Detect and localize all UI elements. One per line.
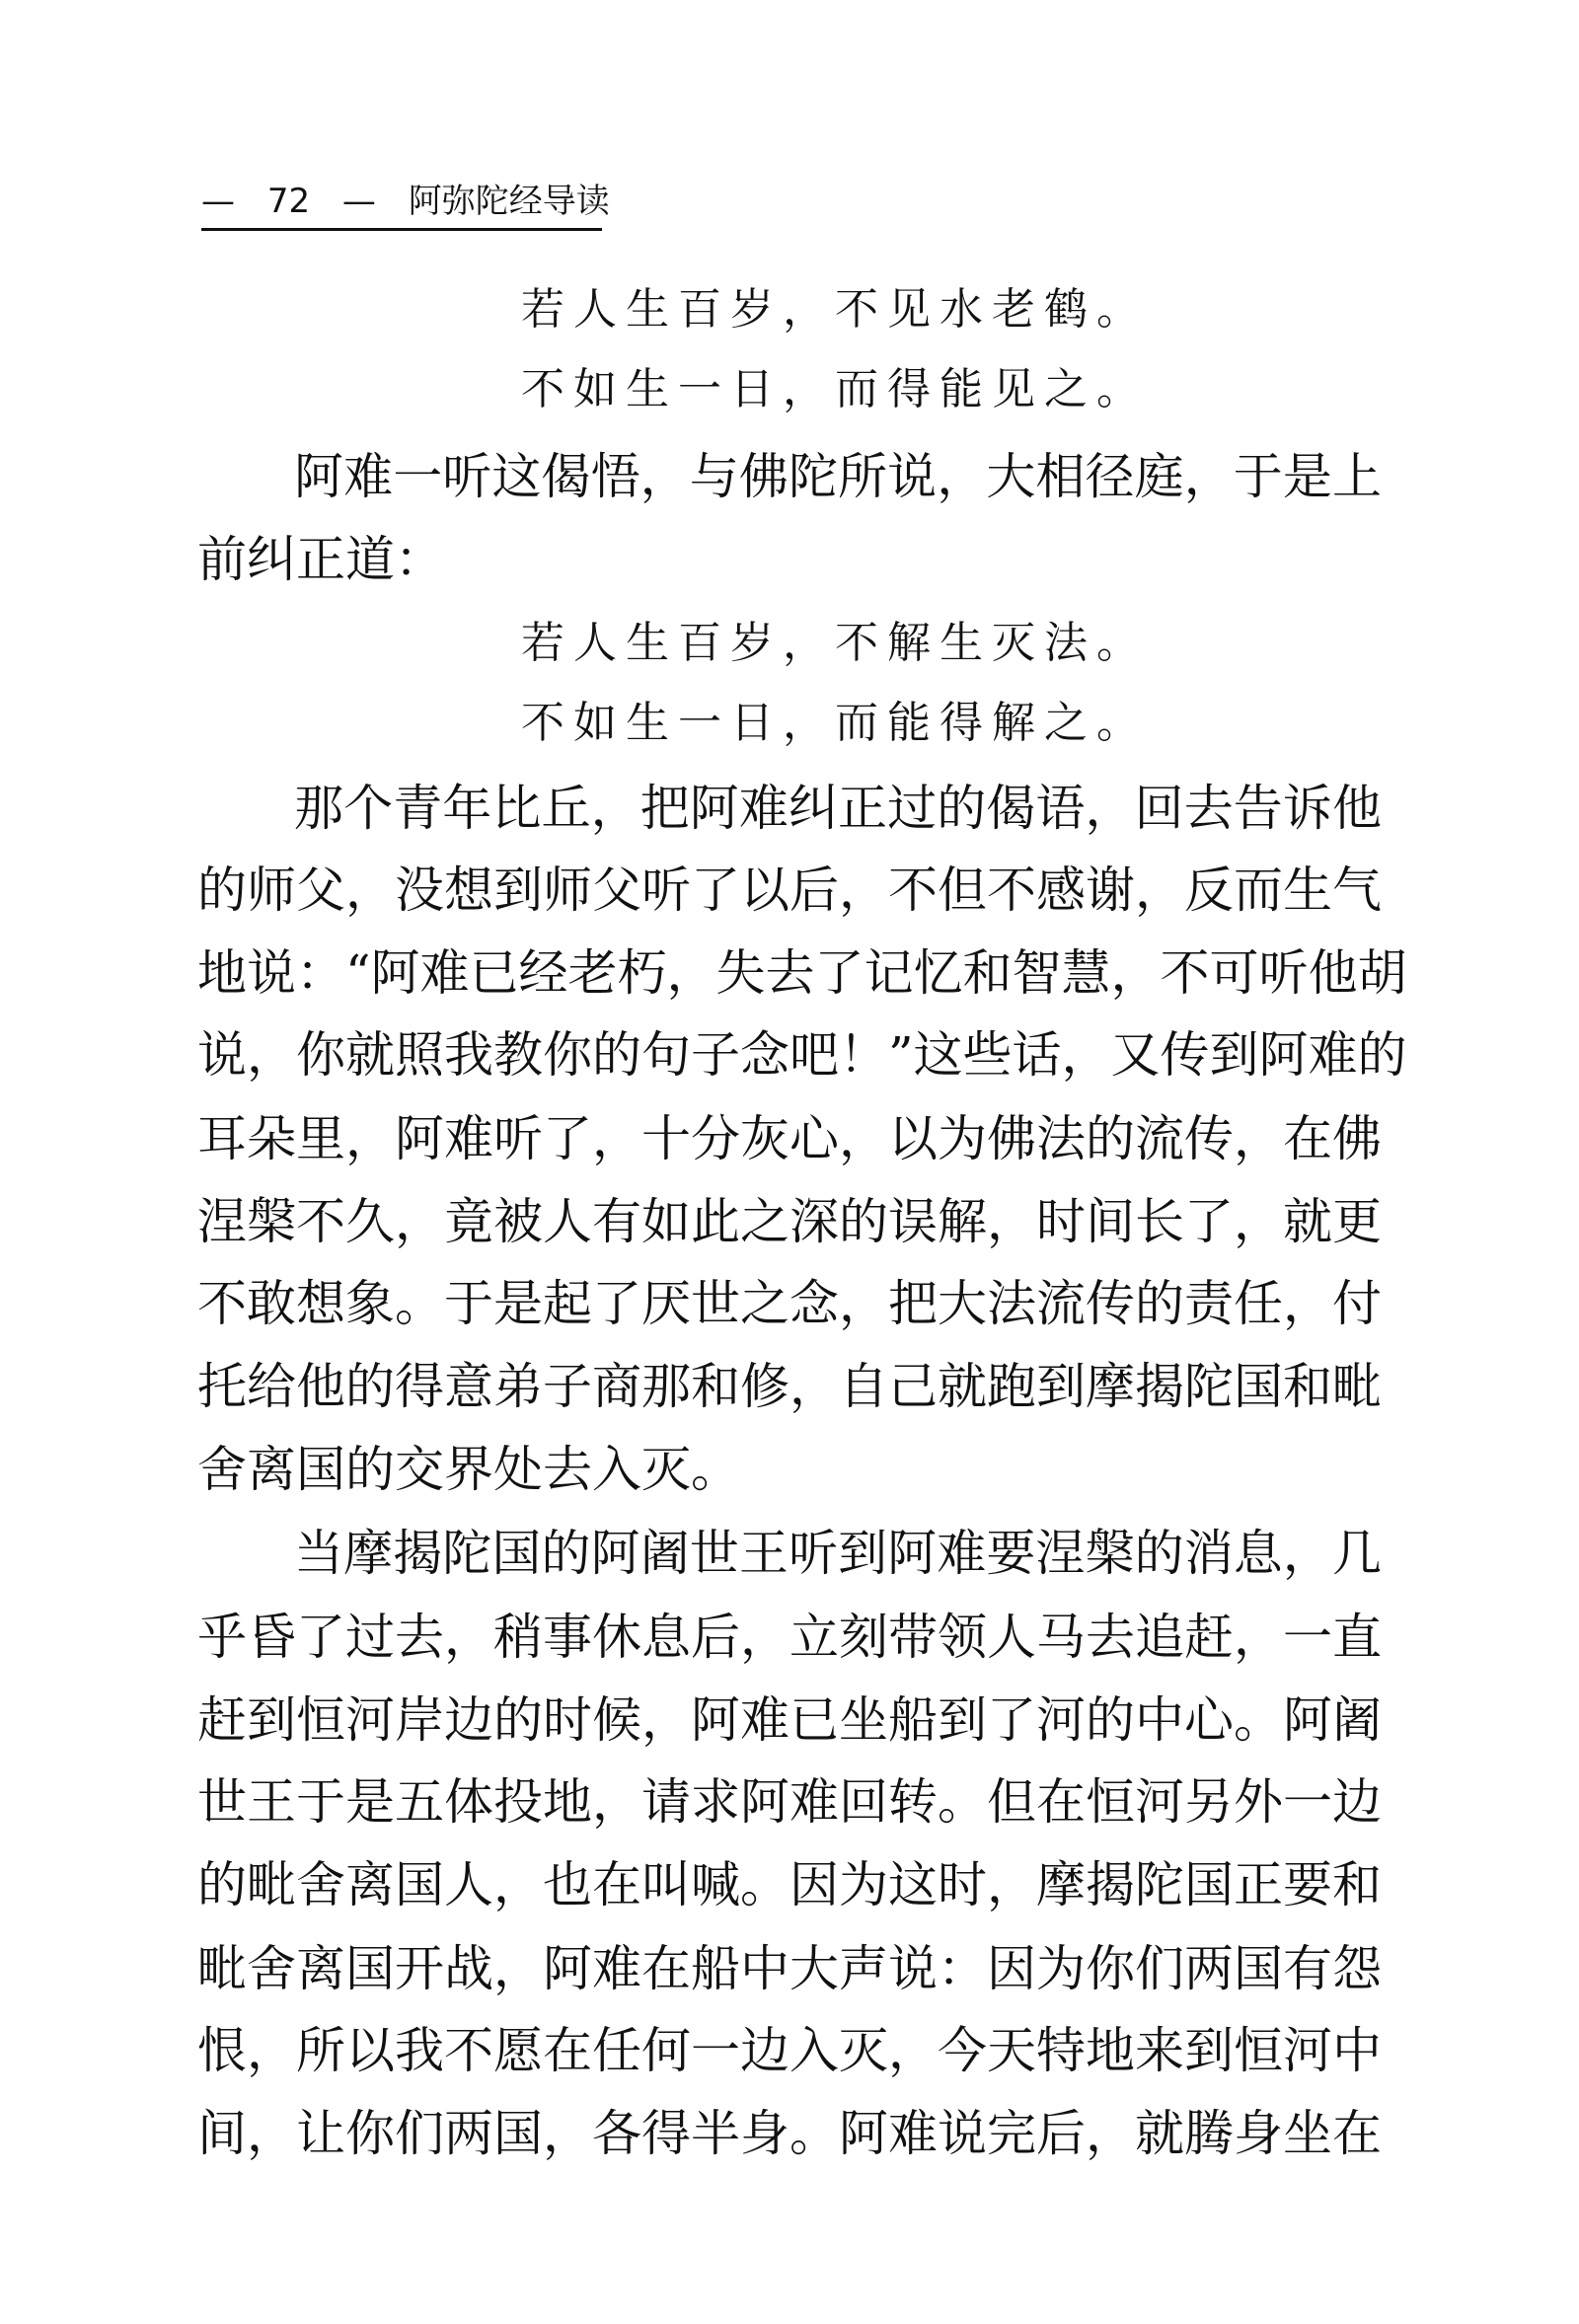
- paragraph-line: 乎昏了过去，稍事休息后，立刻带领人马去追赶，一直: [197, 1609, 1382, 1666]
- paragraph-line: 的师父，没想到师父听了以后，不但不感谢，反而生气: [197, 862, 1382, 919]
- paragraph-line: 世王于是五体投地，请求阿难回转。但在恒河另外一边: [197, 1773, 1382, 1831]
- paragraph-line: 不敢想象。于是起了厌世之念，把大法流传的责任，付: [197, 1275, 1382, 1332]
- paragraph-line: 地说：“阿难已经老朽，失去了记忆和智慧，不可听他胡: [197, 944, 1407, 1002]
- paragraph-line: 前纠正道：: [197, 531, 444, 588]
- paragraph-line: 耳朵里，阿难听了，十分灰心，以为佛法的流传，在佛: [197, 1110, 1382, 1167]
- paragraph-line: 涅槃不久，竟被人有如此之深的误解，时间长了，就更: [197, 1193, 1382, 1250]
- paragraph-line: 的毗舍离国人，也在叫喊。因为这时，摩揭陀国正要和: [197, 1856, 1382, 1913]
- paragraph-line: 那个青年比丘，把阿难纠正过的偈语，回去告诉他: [294, 780, 1382, 837]
- book-title: 阿弥陀经导读: [408, 182, 610, 221]
- verse-line: 不如生一日，而能得解之。: [521, 698, 1149, 748]
- paragraph-line: 阿难一听这偈悟，与佛陀所说，大相径庭，于是上: [294, 448, 1382, 505]
- paragraph-line: 舍离国的交界处去入灭。: [197, 1441, 740, 1498]
- paragraph-line: 间，让你们两国，各得半身。阿难说完后，就腾身坐在: [197, 2105, 1382, 2162]
- verse-line: 不如生一日，而得能见之。: [521, 364, 1149, 414]
- paragraph-line: 赶到恒河岸边的时候，阿难已坐船到了河的中心。阿阇: [197, 1691, 1382, 1749]
- paragraph-line: 恨，所以我不愿在任何一边入灭，今天特地来到恒河中: [197, 2022, 1382, 2079]
- verse-line: 若人生百岁，不解生灭法。: [521, 618, 1149, 668]
- running-header: [201, 174, 610, 231]
- header-dash: —: [201, 182, 235, 221]
- paragraph-line: 说，你就照我教你的句子念吧！”这些话，又传到阿难的: [197, 1026, 1407, 1084]
- paragraph-line: 毗舍离国开战，阿难在船中大声说：因为你们两国有怨: [197, 1940, 1382, 1997]
- page-number: 72: [266, 182, 311, 221]
- paragraph-line: 当摩揭陀国的阿阇世王听到阿难要涅槃的消息，几: [294, 1525, 1382, 1582]
- verse-line: 若人生百岁，不见水老鹤。: [521, 284, 1149, 335]
- header-dash: —: [341, 182, 376, 221]
- paragraph-line: 托给他的得意弟子商那和修，自己就跑到摩揭陀国和毗: [197, 1358, 1382, 1415]
